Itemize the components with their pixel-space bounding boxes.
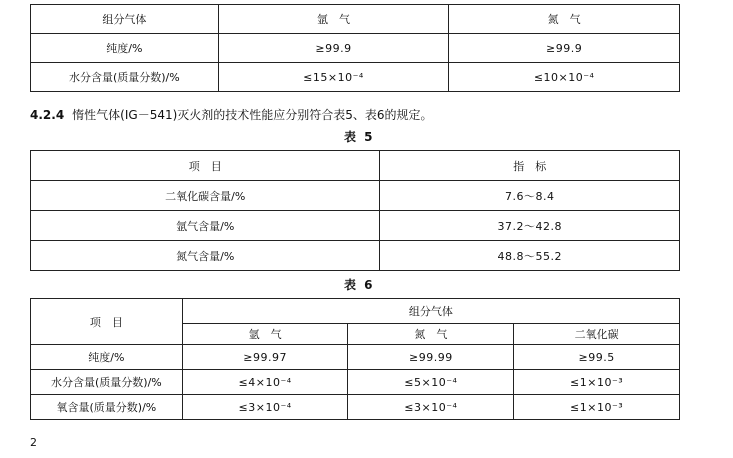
section-text: 惰性气体(IG－541)灭火剂的技术性能应分别符合表5、表6的规定。 — [72, 108, 433, 122]
header-cell: 项 目 — [31, 151, 380, 181]
value-cell: ≥99.97 — [182, 345, 348, 370]
header-cell: 氩 气 — [182, 324, 348, 345]
row-label: 二氧化碳含量/% — [31, 181, 380, 211]
table-row — [31, 345, 680, 370]
row-label: 水分含量(质量分数)/% — [31, 370, 183, 395]
value-cell: ≥99.99 — [348, 345, 514, 370]
table6 — [30, 298, 680, 420]
value-cell: 7.6～8.4 — [380, 181, 680, 211]
table-row — [31, 211, 680, 241]
row-label: 纯度/% — [31, 34, 219, 63]
value-cell: ≤15×10⁻⁴ — [218, 63, 449, 92]
page-number: 2 — [30, 436, 37, 449]
value-cell: ≤1×10⁻³ — [514, 395, 680, 420]
header-cell: 氩 气 — [218, 5, 449, 34]
table5 — [30, 150, 680, 271]
group-header: 组分气体 — [182, 299, 679, 324]
header-cell: 二氧化碳 — [514, 324, 680, 345]
row-label: 纯度/% — [31, 345, 183, 370]
table-row — [31, 181, 680, 211]
value-cell: ≤4×10⁻⁴ — [182, 370, 348, 395]
item-header: 项 目 — [31, 299, 183, 345]
value-cell: ≤1×10⁻³ — [514, 370, 680, 395]
header-cell: 组分气体 — [31, 5, 219, 34]
header-cell: 氮 气 — [449, 5, 680, 34]
value-cell: 48.8～55.2 — [380, 241, 680, 271]
value-cell: ≥99.5 — [514, 345, 680, 370]
header-cell: 氮 气 — [348, 324, 514, 345]
value-cell: ≤3×10⁻⁴ — [348, 395, 514, 420]
table-row — [31, 395, 680, 420]
row-label: 水分含量(质量分数)/% — [31, 63, 219, 92]
table-row — [31, 63, 680, 92]
table-row — [31, 34, 680, 63]
value-cell: ≥99.9 — [449, 34, 680, 63]
section-heading — [30, 106, 433, 123]
header-cell: 指 标 — [380, 151, 680, 181]
section-number: 4.2.4 — [30, 108, 65, 122]
row-label: 氧含量(质量分数)/% — [31, 395, 183, 420]
table6-caption: 表 6 — [344, 278, 375, 292]
table5-caption: 表 5 — [344, 130, 375, 144]
value-cell: ≤3×10⁻⁴ — [182, 395, 348, 420]
table-row — [31, 370, 680, 395]
value-cell: ≥99.9 — [218, 34, 449, 63]
table-row — [31, 299, 680, 324]
row-label: 氮气含量/% — [31, 241, 380, 271]
value-cell: 37.2～42.8 — [380, 211, 680, 241]
table-row — [31, 151, 680, 181]
gas-composition-table — [30, 4, 680, 92]
table-row — [31, 241, 680, 271]
row-label: 氩气含量/% — [31, 211, 380, 241]
value-cell: ≤5×10⁻⁴ — [348, 370, 514, 395]
table-row — [31, 5, 680, 34]
value-cell: ≤10×10⁻⁴ — [449, 63, 680, 92]
